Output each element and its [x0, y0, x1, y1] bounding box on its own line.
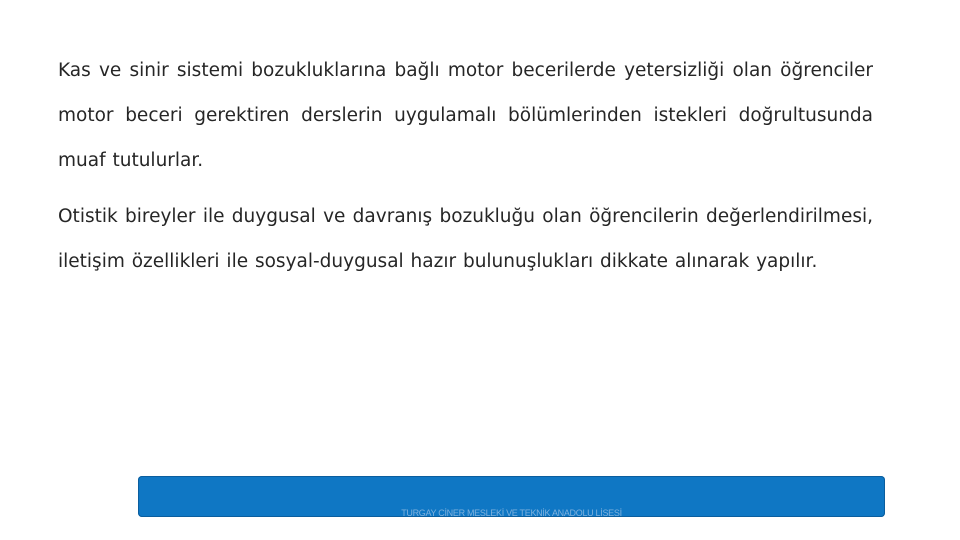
- footer-school-name: TURGAY CİNER MESLEKİ VE TEKNİK ANADOLU LİSESİ: [401, 508, 622, 518]
- slide-body: [58, 48, 873, 295]
- paragraph-autism-evaluation: Otistik bireyler ile duygusal ve davranış bozukluğu olan öğrencilerin değerlendirilmesi, iletişim özellikleri ile sosyal-duygusal hazır bulunuşlukları dikkate alınarak yapılır.: [58, 206, 873, 272]
- footer-bar: [138, 476, 885, 517]
- paragraph-motor-exemption: Kas ve sinir sistemi bozukluklarına bağlı motor becerilerde yetersizliği olan öğrenciler motor beceri gerektiren derslerin uygulamalı bölümlerinden istekleri doğrultusunda muaf tutulurlar.: [58, 60, 873, 171]
